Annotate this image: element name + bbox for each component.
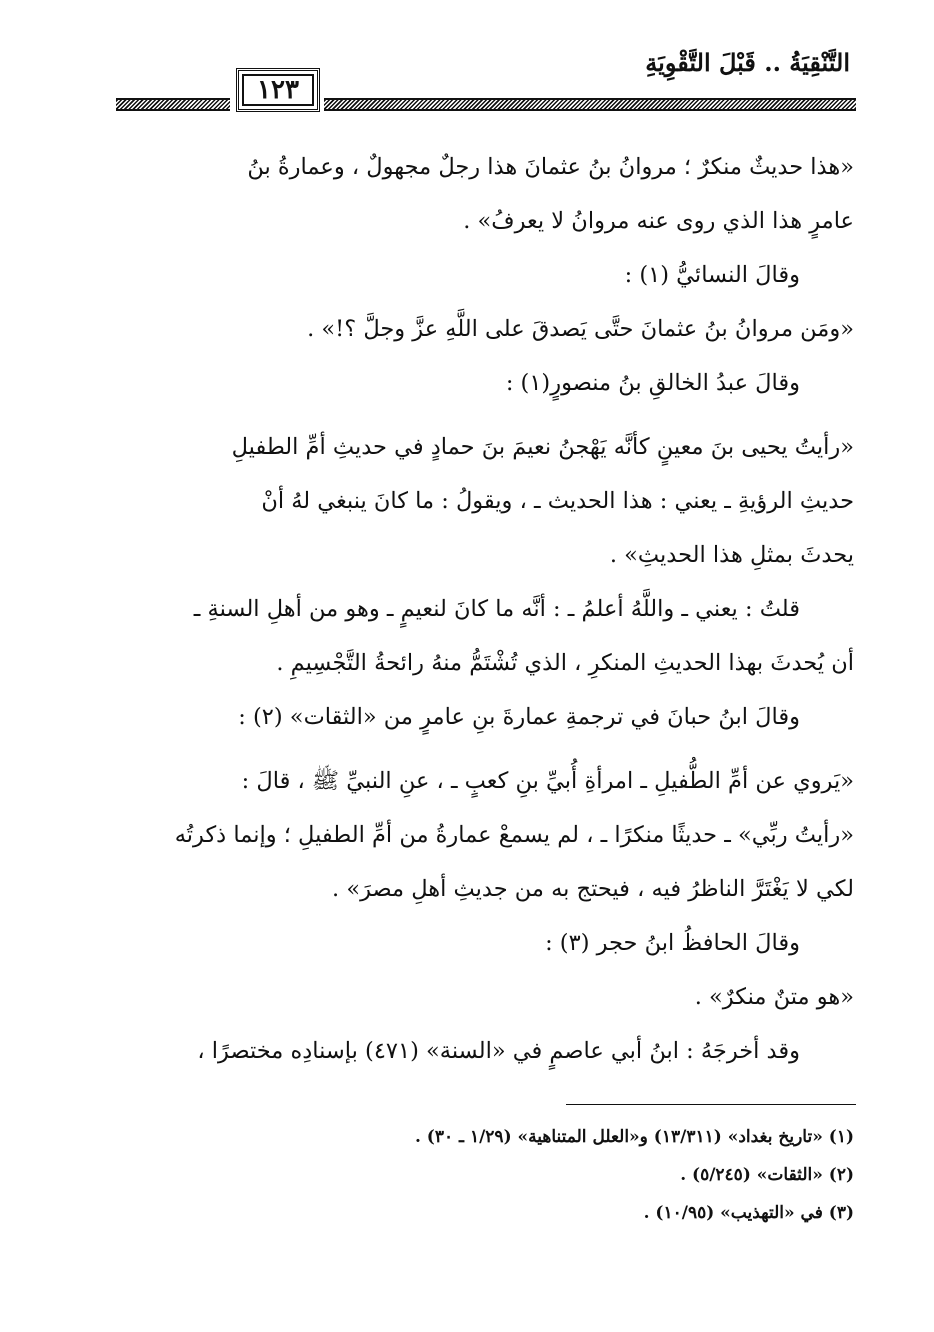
- text-line: وقالَ الحافظُ ابنُ حجر (٣) :: [545, 930, 800, 956]
- text-line: لكي لا يَغْتَرَّ الناظرُ فيه ، فيحتج به من جديثِ أهلِ مصرَ» .: [332, 876, 854, 902]
- text-line: قلتُ : يعني ـ واللَّهُ أعلمُ ـ : أنَّه ما كانَ لنعيمٍ ـ وهو من أهلِ السنةِ ـ: [193, 596, 800, 622]
- footnotes: [240, 1118, 854, 1232]
- header-ornament-rule-right: [324, 98, 856, 111]
- running-title: التَّنْقِيَةُ .. قَبْلَ التَّقْوِيَةِ: [645, 48, 850, 77]
- page-number: ١٢٣: [236, 68, 320, 112]
- body-text: [112, 140, 854, 1078]
- text-line: «ومَن مروانُ بنُ عثمانَ حتَّى يَصدقَ على اللَّهِ عزَّ وجلَّ ؟!» .: [307, 316, 854, 342]
- text-line: وقد أخرجَهُ : ابنُ أبي عاصمٍ في «السنة» (٤٧١) بإسنادِه مختصرًا ،: [197, 1038, 800, 1064]
- text-line: «هذا حديثٌ منكرٌ ؛ مروانُ بنُ عثمانَ هذا رجلٌ مجهولٌ ، وعمارةُ بنُ: [247, 154, 854, 180]
- text-line: وقالَ النسائيُّ (١) :: [624, 262, 800, 288]
- footnote-separator: [566, 1104, 856, 1105]
- text-line: «يَروي عن أمِّ الطُّفيلِ ـ امرأةِ أُبيِّ بنِ كعبٍ ـ ، عنِ النبيِّ ﷺ ، قالَ :: [241, 768, 854, 794]
- header-ornament-rule-left: [116, 98, 230, 111]
- text-line: وقالَ عبدُ الخالقِ بنُ منصورٍ(١) :: [505, 370, 800, 396]
- text-line: وقالَ ابنُ حبانَ في ترجمةِ عمارةَ بنِ عامرٍ من «الثقات» (٢) :: [238, 704, 800, 730]
- text-line: «هو متنٌ منكرٌ» .: [694, 984, 854, 1010]
- text-line: عامرٍ هذا الذي روى عنه مروانُ لا يعرفُ» .: [463, 208, 854, 234]
- text-line: أن يُحدثَ بهذا الحديثِ المنكرِ ، الذي تُشْتَمُّ منهُ رائحةُ التَّجْسِيمِ .: [276, 650, 854, 676]
- footnote: (٢) «الثقات» (٥/٢٤٥) .: [680, 1165, 854, 1185]
- text-line: «رأيتُ ربِّي» ـ حديثًا منكرًا ـ ، لم يسمعْ عمارةُ من أمِّ الطفيلِ ؛ وإنما ذكرتُه: [174, 822, 854, 848]
- text-line: حديثِ الرؤيةِ ـ يعني : هذا الحديث ـ ، ويقولُ : ما كانَ ينبغي لهُ أنْ: [261, 488, 854, 514]
- footnote: (١) «تاريخ بغداد» (١٣/٣١١) و«العلل المتناهية» (١/٢٩ ـ ٣٠) .: [414, 1127, 854, 1147]
- text-line: «رأيتُ يحيى بنَ معينٍ كأنَّه يَهْجنُ نعيمَ بنَ حمادٍ في حديثِ أمِّ الطفيلِ: [231, 434, 854, 460]
- text-line: يحدثَ بمثلِ هذا الحديثِ» .: [609, 542, 854, 568]
- footnote: (٣) في «التهذيب» (١٠/٩٥) .: [643, 1203, 854, 1223]
